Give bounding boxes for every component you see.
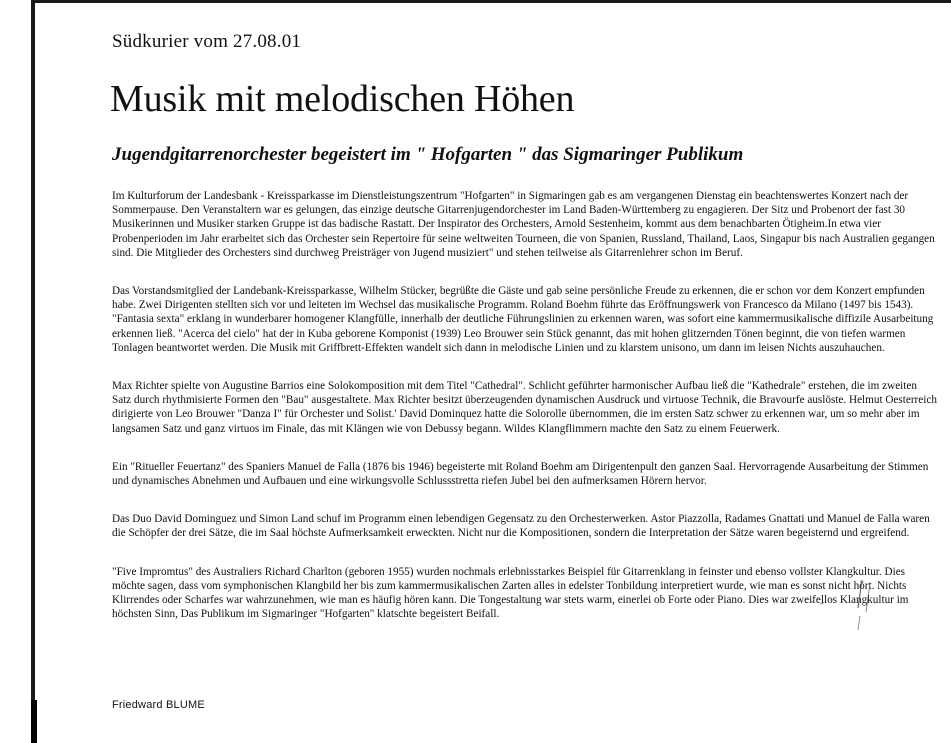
article-headline: Musik mit melodischen Höhen	[110, 78, 575, 120]
source-date-line: Südkurier vom 27.08.01	[112, 31, 302, 52]
article-paragraph-4: Ein "Ritueller Feuertanz" des Spaniers Manuel de Falla (1876 bis 1946) begeisterte mit Roland Boehm am Dirigentenpult den ganzen Saal. Hervorragende Ausarbeitung der Stimmen und dynamisches Abnehmen und Aufbauen und eine wirkungsvolle Schlussstretta riefen Jubel bei den aufmerksamen Hörern hervor.	[112, 460, 929, 488]
scan-edge-left	[31, 0, 35, 743]
article-paragraph-5: Das Duo David Dominguez und Simon Land schuf im Programm einen lebendigen Gegensatz zu den Orchesterwerken. Astor Piazzolla, Radames Gnattati und Manuel de Falla waren die Schöpfer der drei Sätze, die im Saal höchste Aufmerksamkeit erweckten. Nicht nur die Kompositionen, sondern die Interpretation der Sätze waren begeisternd und ergreifend.	[112, 513, 930, 540]
author-byline: Friedward BLUME	[112, 699, 205, 711]
article-subheadline: Jugendgitarrenorchester begeistert im " Hofgarten " das Sigmaringer Publikum	[112, 144, 744, 165]
article-paragraph-1: Im Kulturforum der Landesbank - Kreissparkasse im Dienstleistungszentrum "Hofgarten" in Sigmaringen gab es am vergangenen Dienstag ein beachtenswertes Konzert nach der Sommerpause. Den Veranstaltern war es gelungen, das einzige deutsche Gitarrenjugendorchester im Land Baden-Württemberg zu engagieren. Der Sitz und Probenort der fast 30 Musikerinnen und Musiker starken Gruppe ist das badische Rastatt. Der Inspirator des Orchesters, Arnold Sestenheim, kommt aus dem benachbarten Ötigheim.In etwa vier Probenperioden im Jahr erarbeitet sich das Orchester sein Repertoire für seine weltweiten Tourneen, die von Spanien, Russland, Thailand, Laos, Singapur bis nach Australien gegangen sind. Die Mitglieder des Orchesters sind durchweg Preisträger von Jugend musiziert" und stehen teilweise als Gitarrenlehrer schon im Beruf.	[112, 190, 935, 259]
article-paragraph-6: "Five Impromtus" des Australiers Richard Charlton (geboren 1955) wurden nochmals erlebnisstarkes Beispiel für Gitarrenklang in feinster und ebenso vollster Klangkultur. Dies möchte sagen, dass vom symphonischen Klangbild her bis zum kammermusikalischen Zarten alles in edelster Tonbildung interpretiert wurde, wie man es sonst nicht hört. Nichts Klirrendes oder Scharfes war wahrzunehmen, wie man es häufig hören kann. Die Tongestaltung war stets warm, einerlei ob Forte oder Piano. Dies war zweifellos Klangkultur im höchsten Sinn, Das Publikum im Sigmaringer "Hofgarten" klatschte begeistert Beifall.	[112, 565, 909, 621]
scan-edge-top	[34, 0, 951, 3]
article-paragraph-3: Max Richter spielte von Augustine Barrios eine Solokomposition mit dem Titel "Cathedral". Schlicht geführter harmonischer Aufbau ließ die "Kathedrale" erstehen, die im zweiten Satz durch rhythmisierte Formen den "Bau" ausgestaltete. Max Richter besitzt überzeugenden dynamischen Ausdruck und virtuose Technik, die Bravourfe auslöste. Helmut Oesterreich dirigierte von Leo Brouwer "Danza I" für Orchester und Solist.' David Dominquez hatte die Solorolle übernommen, die im ersten Satz schwer zu erkennen war, um so mehr aber im langsamen Satz und ganz virtuos im Finale, das mit Klängen wie von Debussy begann. Wildes Klangflimmern machte den Satz zu einem Feuerwerk.	[112, 380, 937, 435]
article-paragraph-2: Das Vorstandsmitglied der Landebank-Kreissparkasse, Wilhelm Stücker, begrüßte die Gäste und gab seine persönliche Freude zu erkennen, die er schon vor dem Konzert empfunden habe. Zwei Dirigenten stellten sich vor und leiteten im Wechsel das musikalische Programm. Roland Boehm führte das Eröffnungswerk von Francesco da Milano (1497 bis 1543). "Fantasia sexta" erklang in wunderbarer homogener Klangfülle, innerhalb der deutliche Führungslinien zu erkennen waren, was sofort eine kammermusikalische diffizile Ausarbeitung erkennen ließ. "Acerca del cielo" hat der in Kuba geborene Komponist (1939) Leo Brouwer sein Stück genannt, das mit hohen glitzernden Tönen beginnt, die von tiefen warmen Tonlagen beantwortet werden. Die Musik mit Griffbrett-Effekten wandelt sich dann in melodische Linien und zu klarstem unisono, um dann im leisen Nichts auszuhauchen.	[112, 285, 934, 354]
scan-edge-bottom-left	[31, 700, 37, 743]
article-body	[112, 189, 938, 645]
margin-pencil-marks	[800, 578, 880, 638]
